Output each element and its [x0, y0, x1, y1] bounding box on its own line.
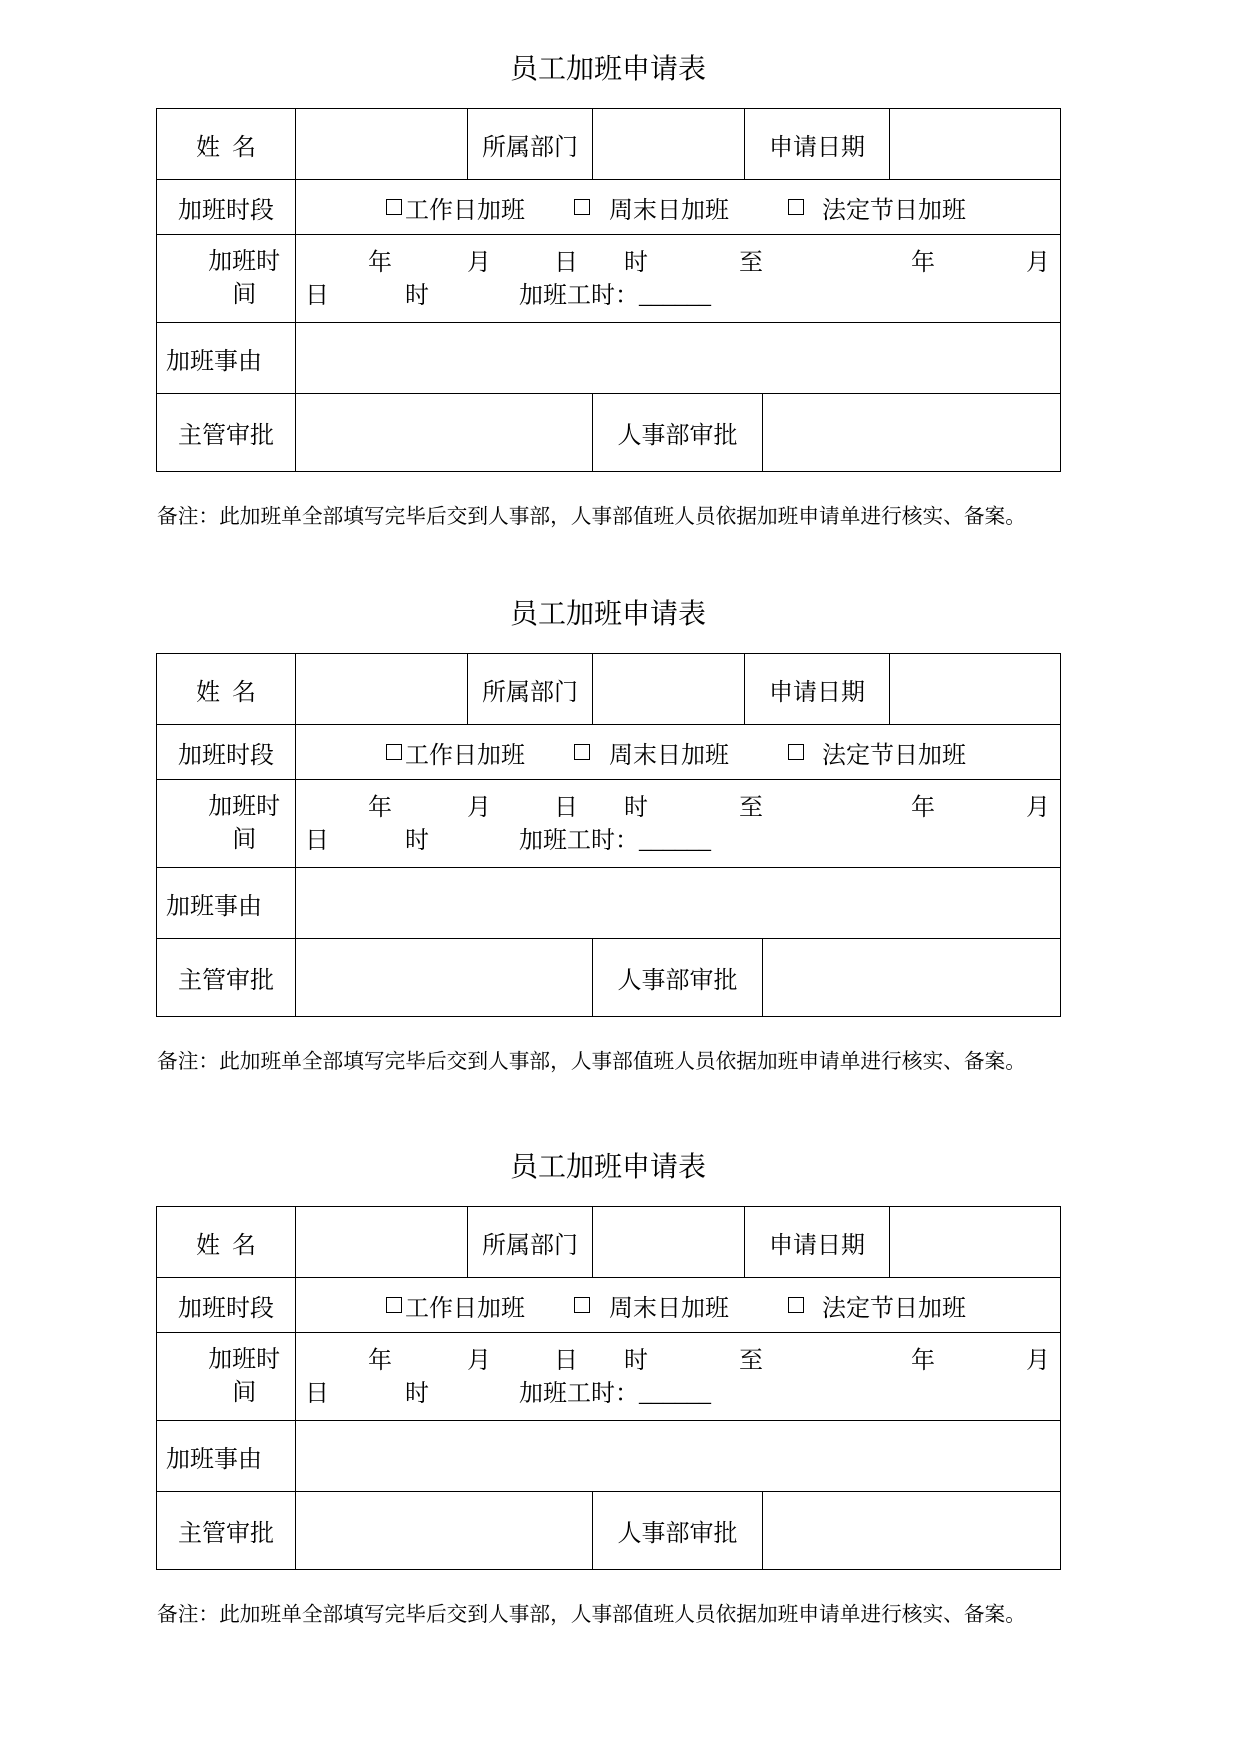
department-field: [593, 109, 745, 180]
time-row: [157, 780, 1061, 868]
checkbox-icon: [788, 744, 804, 760]
overtime-form: [0, 52, 1240, 532]
time-range-cell: [296, 780, 1061, 868]
period-options-cell: [296, 180, 1061, 235]
range-separator: 至: [739, 1348, 763, 1374]
start-month-unit: 月: [467, 795, 491, 821]
form-table: [156, 653, 1061, 1017]
option-workday: [386, 725, 525, 779]
period-label: 加班时段: [157, 180, 296, 235]
checkbox-icon: [574, 199, 590, 215]
form-title: 员工加班申请表: [509, 599, 706, 630]
basic-info-row: [157, 654, 1061, 725]
option-label: 工作日加班: [405, 1295, 525, 1322]
reason-label: 加班事由: [157, 323, 296, 394]
reason-field: [296, 1421, 1061, 1492]
department-label: 所属部门: [468, 1207, 593, 1278]
start-year-unit: 年: [368, 1348, 392, 1374]
option-label: 周末日加班: [609, 197, 729, 224]
name-field: [296, 1207, 468, 1278]
start-month-unit: 月: [467, 250, 491, 276]
end-month-unit: 月: [1026, 795, 1050, 821]
range-separator: 至: [739, 250, 763, 276]
supervisor-approval-label: 主管审批: [157, 939, 296, 1017]
name-label-cell: [157, 1207, 296, 1278]
department-field: [593, 1207, 745, 1278]
hours-blank: ______: [639, 1381, 711, 1407]
start-month-unit: 月: [467, 1348, 491, 1374]
end-year-unit: 年: [911, 250, 935, 276]
time-label-cell: [157, 780, 296, 868]
reason-field: [296, 868, 1061, 939]
department-label: 所属部门: [468, 109, 593, 180]
name-field: [296, 109, 468, 180]
supervisor-approval-field: [296, 1492, 593, 1570]
start-hour-unit: 时: [624, 1348, 648, 1374]
time-label: 加班时间: [208, 248, 281, 308]
end-day-unit: 日: [305, 1381, 329, 1407]
period-options-cell: [296, 1278, 1061, 1333]
checkbox-icon: [574, 1297, 590, 1313]
time-range: [296, 1333, 1060, 1420]
apply-date-label: 申请日期: [745, 109, 890, 180]
overtime-form: [0, 1150, 1240, 1630]
end-day-unit: 日: [305, 828, 329, 854]
start-day-unit: 日: [554, 795, 578, 821]
time-range: [296, 780, 1060, 867]
option-workday: [386, 180, 525, 234]
name-label-cell: [157, 654, 296, 725]
hr-approval-label: 人事部审批: [593, 394, 763, 472]
time-label: 加班时间: [208, 1346, 281, 1406]
time-row: [157, 235, 1061, 323]
form-note: 备注：此加班单全部填写完毕后交到人事部，人事部值班人员依据加班申请单进行核实、备案。: [157, 1051, 1026, 1073]
apply-date-field: [890, 1207, 1061, 1278]
apply-date-label: 申请日期: [745, 1207, 890, 1278]
option-label: 周末日加班: [609, 1295, 729, 1322]
reason-row: [157, 868, 1061, 939]
period-options: [296, 1278, 1060, 1332]
reason-row: [157, 323, 1061, 394]
period-row: [157, 725, 1061, 780]
end-month-unit: 月: [1026, 250, 1050, 276]
hr-approval-field: [763, 394, 1061, 472]
name-label-cell: [157, 109, 296, 180]
department-field: [593, 654, 745, 725]
apply-date-label: 申请日期: [745, 654, 890, 725]
approval-row: [157, 939, 1061, 1017]
form-note: 备注：此加班单全部填写完毕后交到人事部，人事部值班人员依据加班申请单进行核实、备案。: [157, 1604, 1026, 1626]
end-month-unit: 月: [1026, 1348, 1050, 1374]
end-day-unit: 日: [305, 283, 329, 309]
start-day-unit: 日: [554, 250, 578, 276]
supervisor-approval-field: [296, 394, 593, 472]
reason-label: 加班事由: [157, 868, 296, 939]
option-weekend: [574, 1278, 729, 1332]
checkbox-icon: [386, 1297, 402, 1313]
hr-approval-field: [763, 939, 1061, 1017]
checkbox-icon: [386, 744, 402, 760]
form-title: 员工加班申请表: [509, 1152, 706, 1183]
time-row: [157, 1333, 1061, 1421]
start-year-unit: 年: [368, 795, 392, 821]
option-label: 工作日加班: [405, 742, 525, 769]
period-label: 加班时段: [157, 1278, 296, 1333]
option-label: 法定节日加班: [822, 742, 966, 769]
end-year-unit: 年: [911, 1348, 935, 1374]
name-label: 姓 名: [196, 679, 256, 706]
start-year-unit: 年: [368, 250, 392, 276]
time-range-cell: [296, 1333, 1061, 1421]
name-field: [296, 654, 468, 725]
form-note: 备注：此加班单全部填写完毕后交到人事部，人事部值班人员依据加班申请单进行核实、备案。: [157, 506, 1026, 528]
period-options-cell: [296, 725, 1061, 780]
period-label: 加班时段: [157, 725, 296, 780]
period-options: [296, 725, 1060, 779]
hr-approval-field: [763, 1492, 1061, 1570]
end-hour-unit: 时: [405, 1381, 429, 1407]
start-hour-unit: 时: [624, 795, 648, 821]
hours-label: 加班工时：: [519, 1381, 639, 1407]
checkbox-icon: [574, 744, 590, 760]
overtime-form: [0, 597, 1240, 1077]
hours-blank: ______: [639, 828, 711, 854]
reason-row: [157, 1421, 1061, 1492]
start-hour-unit: 时: [624, 250, 648, 276]
option-weekend: [574, 180, 729, 234]
form-title: 员工加班申请表: [509, 54, 706, 85]
option-holiday: [788, 1278, 966, 1332]
option-label: 法定节日加班: [822, 197, 966, 224]
period-options: [296, 180, 1060, 234]
option-workday: [386, 1278, 525, 1332]
end-hour-unit: 时: [405, 283, 429, 309]
option-holiday: [788, 180, 966, 234]
time-range-cell: [296, 235, 1061, 323]
supervisor-approval-label: 主管审批: [157, 394, 296, 472]
apply-date-field: [890, 109, 1061, 180]
time-range: [296, 235, 1060, 322]
checkbox-icon: [788, 1297, 804, 1313]
end-year-unit: 年: [911, 795, 935, 821]
end-hour-unit: 时: [405, 828, 429, 854]
name-label: 姓 名: [196, 134, 256, 161]
period-row: [157, 1278, 1061, 1333]
range-separator: 至: [739, 795, 763, 821]
supervisor-approval-label: 主管审批: [157, 1492, 296, 1570]
checkbox-icon: [788, 199, 804, 215]
supervisor-approval-field: [296, 939, 593, 1017]
approval-row: [157, 1492, 1061, 1570]
option-label: 法定节日加班: [822, 1295, 966, 1322]
basic-info-row: [157, 109, 1061, 180]
option-holiday: [788, 725, 966, 779]
hours-blank: ______: [639, 283, 711, 309]
checkbox-icon: [386, 199, 402, 215]
time-label-cell: [157, 1333, 296, 1421]
start-day-unit: 日: [554, 1348, 578, 1374]
form-table: [156, 1206, 1061, 1570]
option-label: 周末日加班: [609, 742, 729, 769]
reason-label: 加班事由: [157, 1421, 296, 1492]
time-label-cell: [157, 235, 296, 323]
option-weekend: [574, 725, 729, 779]
period-row: [157, 180, 1061, 235]
apply-date-field: [890, 654, 1061, 725]
option-label: 工作日加班: [405, 197, 525, 224]
hr-approval-label: 人事部审批: [593, 1492, 763, 1570]
basic-info-row: [157, 1207, 1061, 1278]
time-label: 加班时间: [208, 793, 281, 853]
approval-row: [157, 394, 1061, 472]
hours-label: 加班工时：: [519, 283, 639, 309]
hr-approval-label: 人事部审批: [593, 939, 763, 1017]
form-table: [156, 108, 1061, 472]
hours-label: 加班工时：: [519, 828, 639, 854]
name-label: 姓 名: [196, 1232, 256, 1259]
department-label: 所属部门: [468, 654, 593, 725]
reason-field: [296, 323, 1061, 394]
